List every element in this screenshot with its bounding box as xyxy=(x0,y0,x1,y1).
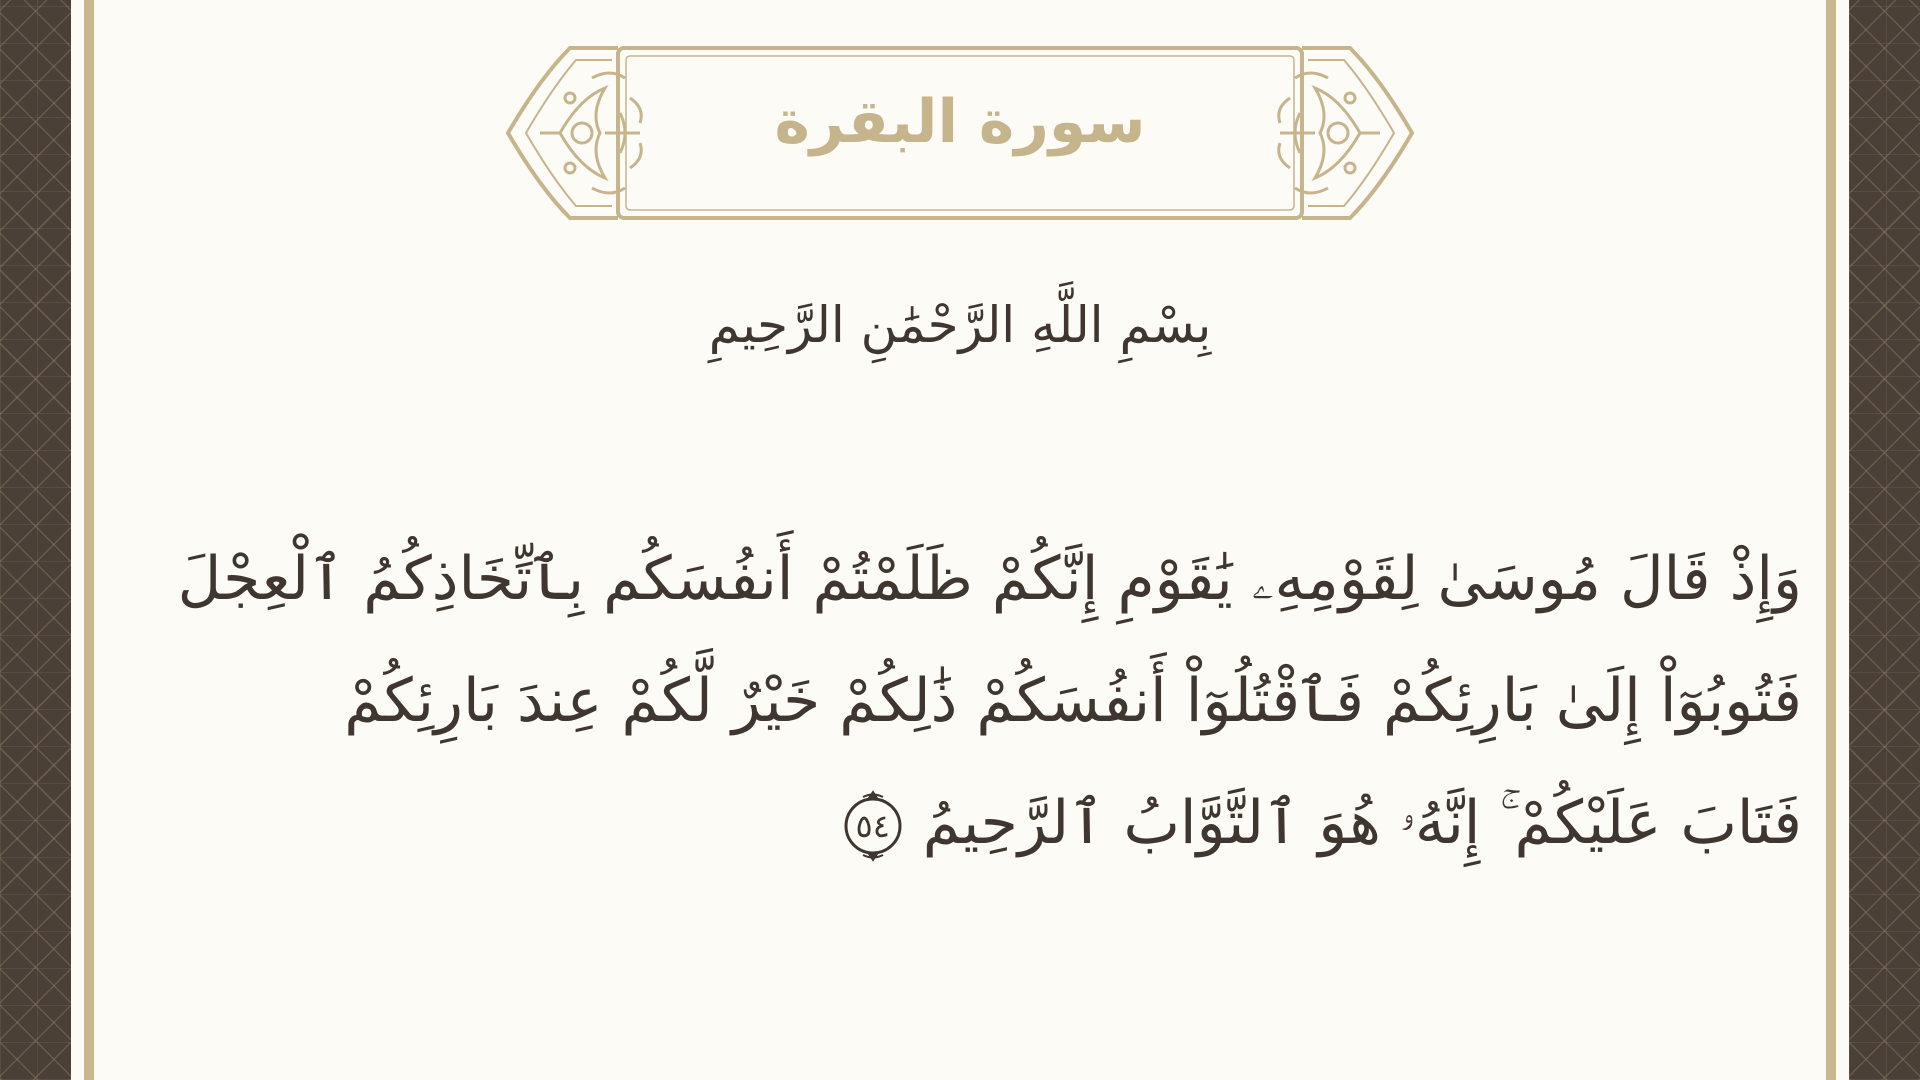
basmala: بِسْمِ اللَّهِ الرَّحْمَٰنِ الرَّحِيمِ xyxy=(708,296,1212,354)
ayah-number: ٥٤ xyxy=(855,807,890,846)
verse-line-3 xyxy=(242,762,1802,884)
verse-line-1: وَإِذْ قَالَ مُوسَىٰ لِقَوْمِهِۦ يَٰقَوْمِ إِنَّكُمْ ظَلَمْتُمْ أَنفُسَكُم بِٱتِّخَاذِكُمُ ٱلْعِجْلَ xyxy=(177,544,1802,614)
left-gold-rule xyxy=(84,0,94,1080)
verse-line-3-text: فَتَابَ عَلَيْكُمْ ۚ إِنَّهُۥ هُوَ ٱلتَّوَّابُ ٱلرَّحِيمُ xyxy=(922,788,1802,858)
verse-line-2: فَتُوبُوٓاْ إِلَىٰ بَارِئِكُمْ فَٱقْتُلُوٓاْ أَنفُسَكُمْ ذَٰلِكُمْ خَيْرٌ لَّكُمْ عِندَ بَارِئِكُمْ xyxy=(344,666,1802,736)
surah-title: سورة البقرة xyxy=(774,87,1146,157)
left-ornamental-border xyxy=(0,0,71,1080)
right-gold-rule xyxy=(1826,0,1836,1080)
right-ornamental-border xyxy=(1849,0,1920,1080)
ayah-end-marker xyxy=(837,790,909,862)
verse-text xyxy=(177,518,1802,884)
surah-header-frame xyxy=(500,38,1420,228)
